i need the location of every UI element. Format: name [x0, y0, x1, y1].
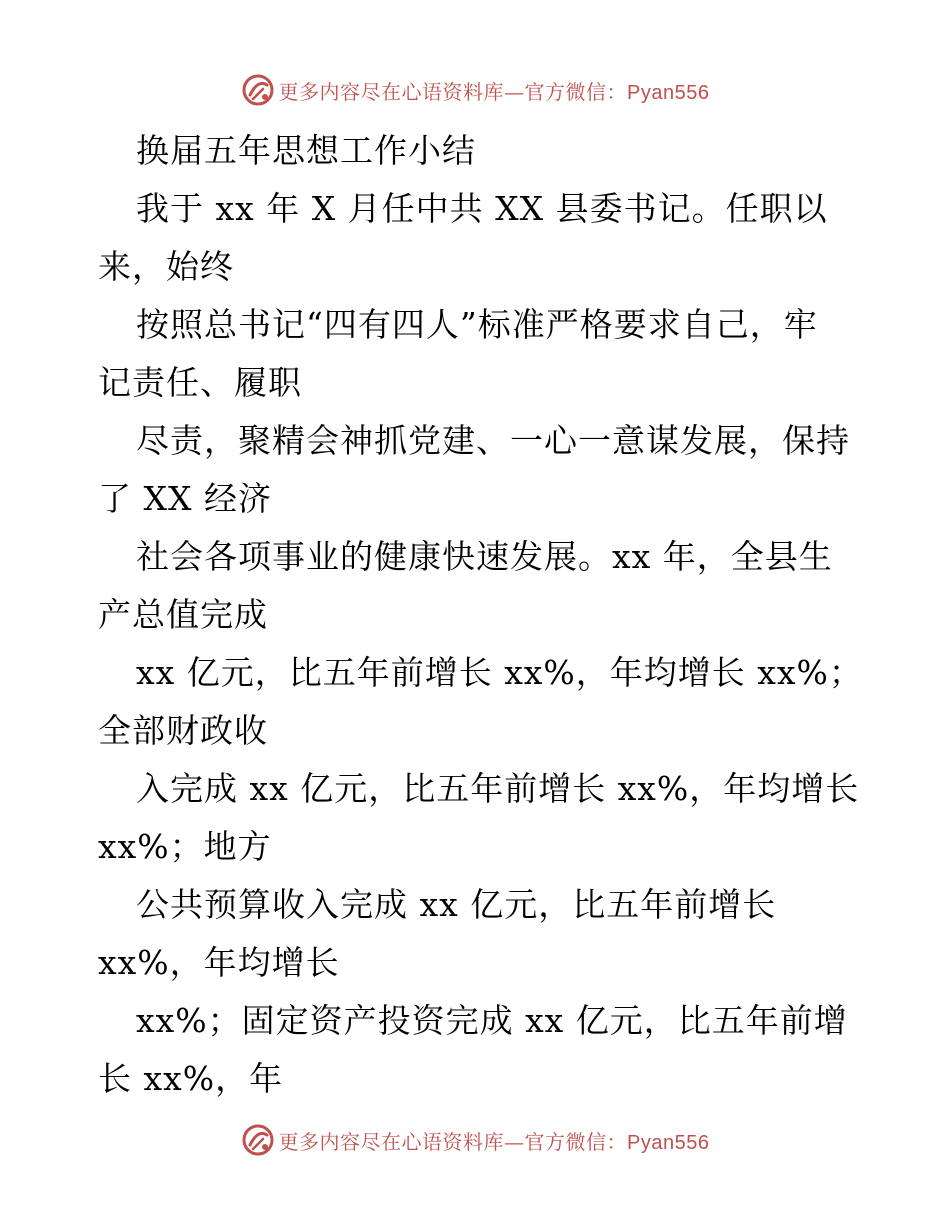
document-body — [98, 122, 863, 1108]
text-line: xx%；地方 — [98, 827, 272, 866]
text-line: 社会各项事业的健康快速发展。xx 年，全县生 — [136, 537, 833, 576]
text-line: 全部财政收 — [98, 711, 268, 750]
footer-banner-title: 更多内容尽在心语资料库 — [278, 1129, 505, 1154]
header-banner-title: 更多内容尽在心语资料库 — [278, 79, 505, 104]
text-line: 入完成 xx 亿元，比五年前增长 xx%，年均增长 — [136, 769, 860, 808]
footer-banner-separator: — — [504, 1129, 525, 1154]
footer-banner-wechat-label: 官方微信： — [524, 1129, 628, 1154]
text-line: 按照总书记“四有四人”标准严格要求自己，牢 — [136, 305, 818, 344]
text-line: 来，始终 — [98, 247, 234, 286]
header-banner-separator: — — [504, 79, 525, 104]
text-line: xx 亿元，比五年前增长 xx%，年均增长 xx%； — [136, 653, 863, 692]
text-line: xx%；固定资产投资完成 xx 亿元，比五年前增 — [136, 1001, 848, 1040]
document-title: 换届五年思想工作小结 — [136, 131, 476, 170]
header-banner-text — [279, 76, 710, 105]
text-line: 产总值完成 — [98, 595, 268, 634]
header-banner-wechat-id: Pyan556 — [627, 81, 710, 104]
header-banner-wechat-label: 官方微信： — [524, 79, 628, 104]
footer-banner-wechat-id: Pyan556 — [627, 1131, 710, 1154]
footer-banner — [0, 1120, 950, 1160]
logo-icon — [241, 1123, 275, 1157]
text-line: 长 xx%，年 — [98, 1059, 284, 1098]
text-line: xx%，年均增长 — [98, 943, 340, 982]
text-line: 公共预算收入完成 xx 亿元，比五年前增长 — [136, 885, 777, 924]
text-line: 尽责，聚精会神抓党建、一心一意谋发展，保持 — [136, 421, 850, 460]
text-line: 记责任、履职 — [98, 363, 302, 402]
footer-banner-text — [279, 1126, 710, 1155]
text-line: 我于 xx 年 X 月任中共 XX 县委书记。任职以 — [136, 189, 828, 228]
logo-icon — [241, 73, 275, 107]
text-line: 了 XX 经济 — [98, 479, 272, 518]
header-banner — [0, 70, 950, 110]
